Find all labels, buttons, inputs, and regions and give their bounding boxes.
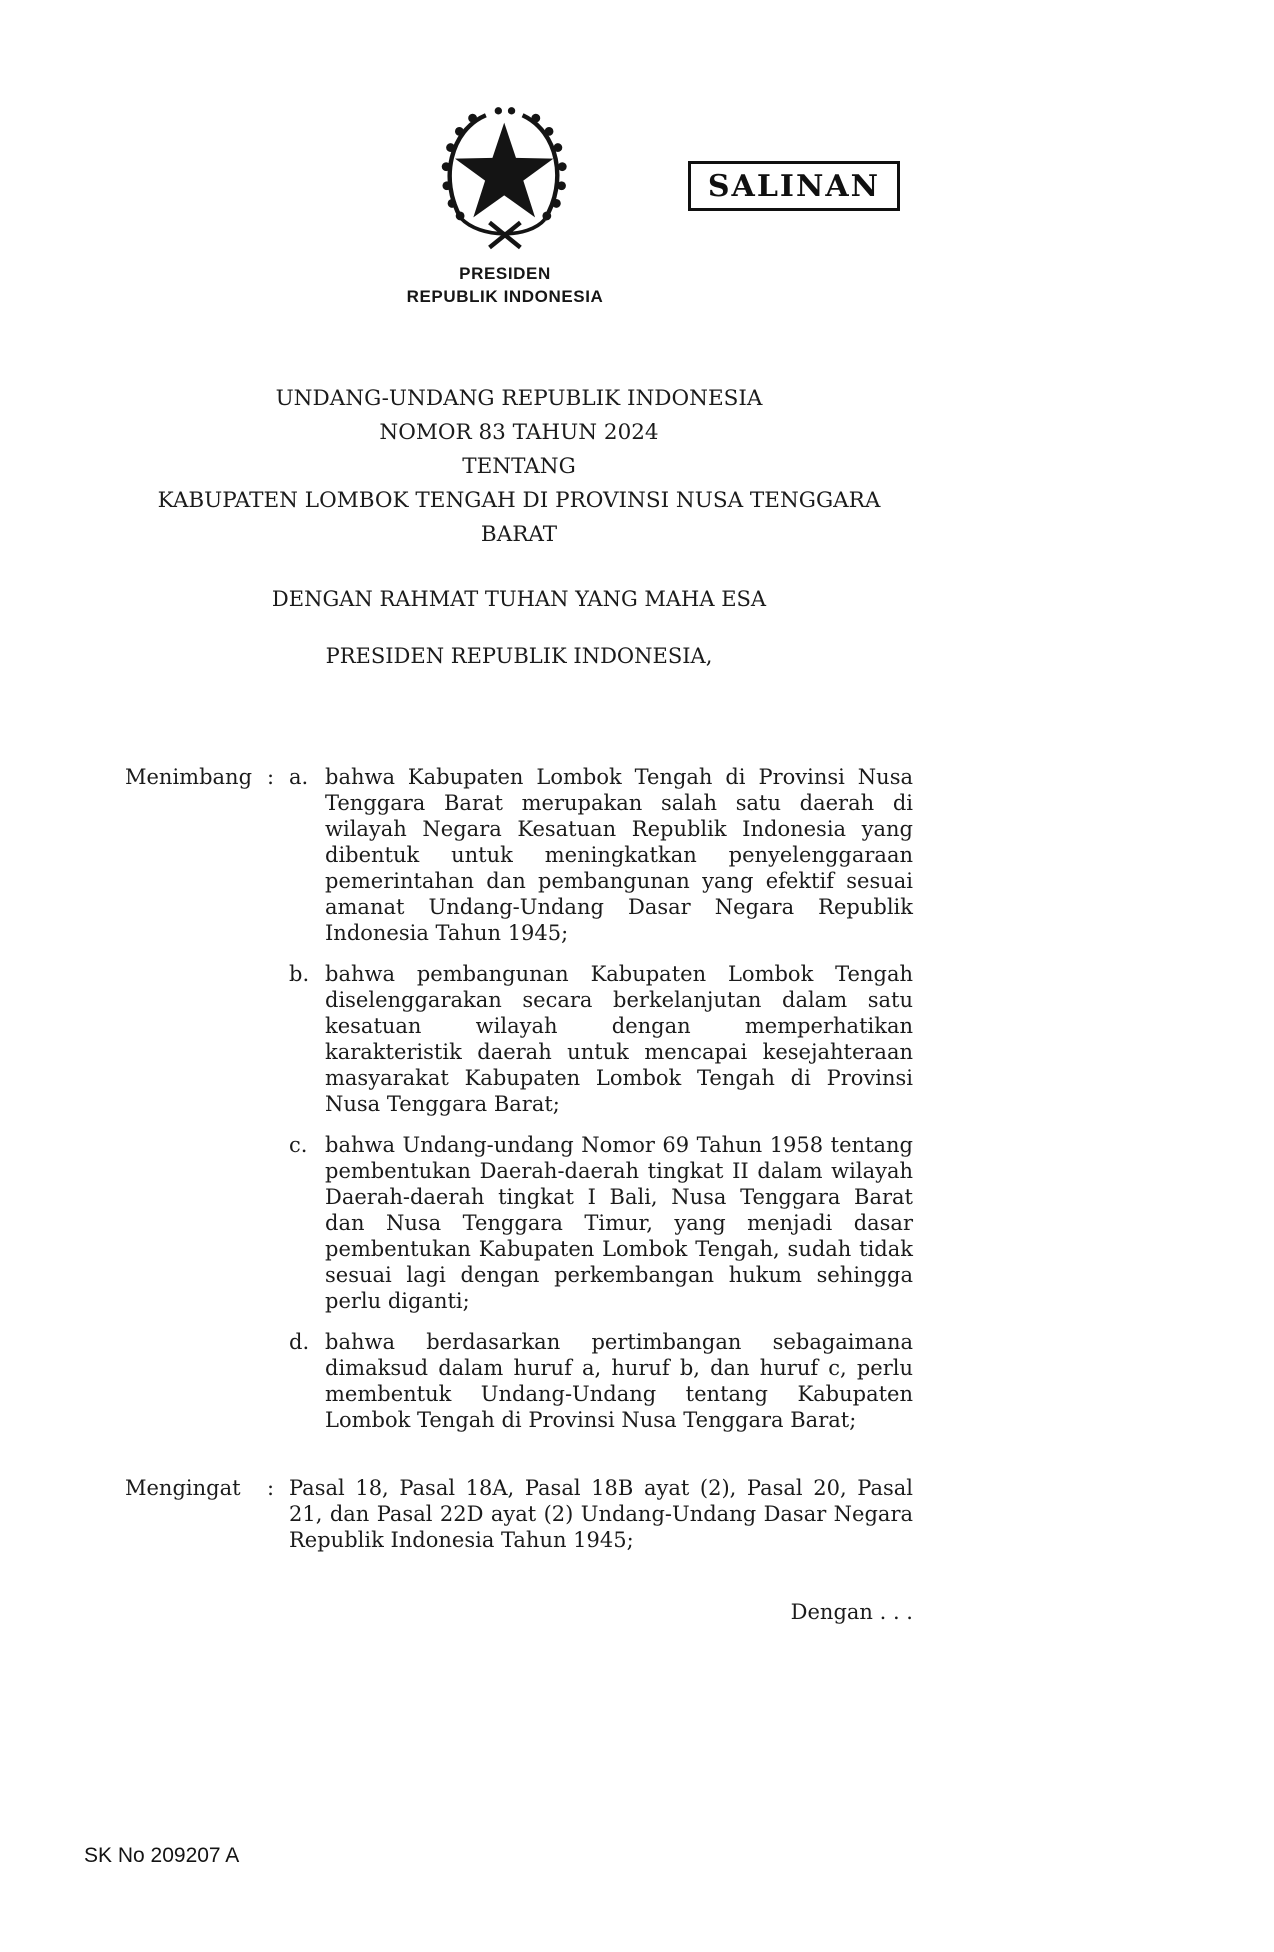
- considering-item: [125, 1329, 913, 1433]
- presidential-seal-emblem: [428, 102, 576, 260]
- considering-colon: :: [267, 765, 275, 789]
- considering-item: [125, 961, 913, 1117]
- title-line-tentang: TENTANG: [462, 454, 576, 479]
- remembering-text: Pasal 18, Pasal 18A, Pasal 18B ayat (2), Pasal 20, Pasal 21, dan Pasal 22D ayat (2) Undang-Undang Dasar Negara Republik Indonesia Tahun 1945;: [289, 1476, 913, 1552]
- salinan-stamp-label: SALINAN: [707, 168, 881, 204]
- clause-marker: d.: [289, 1330, 310, 1354]
- clause-marker: b.: [289, 962, 310, 986]
- title-line-type: UNDANG-UNDANG REPUBLIK INDONESIA: [275, 386, 763, 411]
- clause-text: bahwa Undang-undang Nomor 69 Tahun 1958 tentang pembentukan Daerah-daerah tingkat II dalam wilayah Daerah-daerah tingkat I Bali, Nusa Tenggara Barat dan Nusa Tenggara Timur, yang menjadi dasar pembentukan Kabupaten Lombok Tengah, sudah tidak sesuai lagi dengan perkembangan hukum sehingga perlu diganti;: [325, 1133, 913, 1313]
- invocation-line: DENGAN RAHMAT TUHAN YANG MAHA ESA: [271, 587, 767, 611]
- letterhead: [353, 262, 657, 308]
- document-body: [125, 382, 913, 1625]
- title-line-subject: KABUPATEN LOMBOK TENGAH DI PROVINSI NUSA TENGGARA BARAT: [157, 488, 881, 547]
- title-line-number: NOMOR 83 TAHUN 2024: [379, 420, 659, 445]
- document-title-block: [125, 382, 913, 552]
- star-wreath-emblem-icon: [428, 102, 576, 260]
- clause-marker: c.: [289, 1133, 308, 1157]
- clause-text: bahwa Kabupaten Lombok Tengah di Provinsi Nusa Tenggara Barat merupakan salah satu daerah di wilayah Negara Kesatuan Republik Indonesia yang dibentuk untuk meningkatkan penyelenggaraan pemerintahan dan pembangunan yang efektif sesuai amanat Undang-Undang Dasar Negara Republik Indonesia Tahun 1945;: [325, 765, 913, 945]
- clause-text: bahwa pembangunan Kabupaten Lombok Tengah diselenggarakan secara berkelanjutan dalam satu kesatuan wilayah dengan memperhatikan karakteristik daerah untuk mencapai kesejahteraan masyarakat Kabupaten Lombok Tengah di Provinsi Nusa Tenggara Barat;: [325, 962, 913, 1116]
- remembering-section: [125, 1475, 913, 1553]
- clause-marker: a.: [289, 765, 309, 789]
- catchword: Dengan . . .: [790, 1600, 913, 1624]
- issuer-line: PRESIDEN REPUBLIK INDONESIA,: [325, 644, 713, 668]
- considering-item: [125, 764, 913, 946]
- remembering-label: Mengingat: [125, 1476, 241, 1500]
- letterhead-line1: PRESIDEN: [459, 264, 551, 283]
- salinan-stamp: [688, 161, 900, 211]
- considering-label: Menimbang: [125, 765, 253, 789]
- footer-registration-code: SK No 209207 A: [84, 1844, 240, 1867]
- clause-text: bahwa berdasarkan pertimbangan sebagaimana dimaksud dalam huruf a, huruf b, dan huruf c, perlu membentuk Undang-Undang tentang Kabupaten Lombok Tengah di Provinsi Nusa Tenggara Barat;: [325, 1330, 913, 1432]
- considering-section: [125, 764, 913, 1433]
- considering-item: [125, 1132, 913, 1314]
- letterhead-line2: REPUBLIK INDONESIA: [406, 287, 604, 306]
- remembering-colon: :: [267, 1476, 275, 1500]
